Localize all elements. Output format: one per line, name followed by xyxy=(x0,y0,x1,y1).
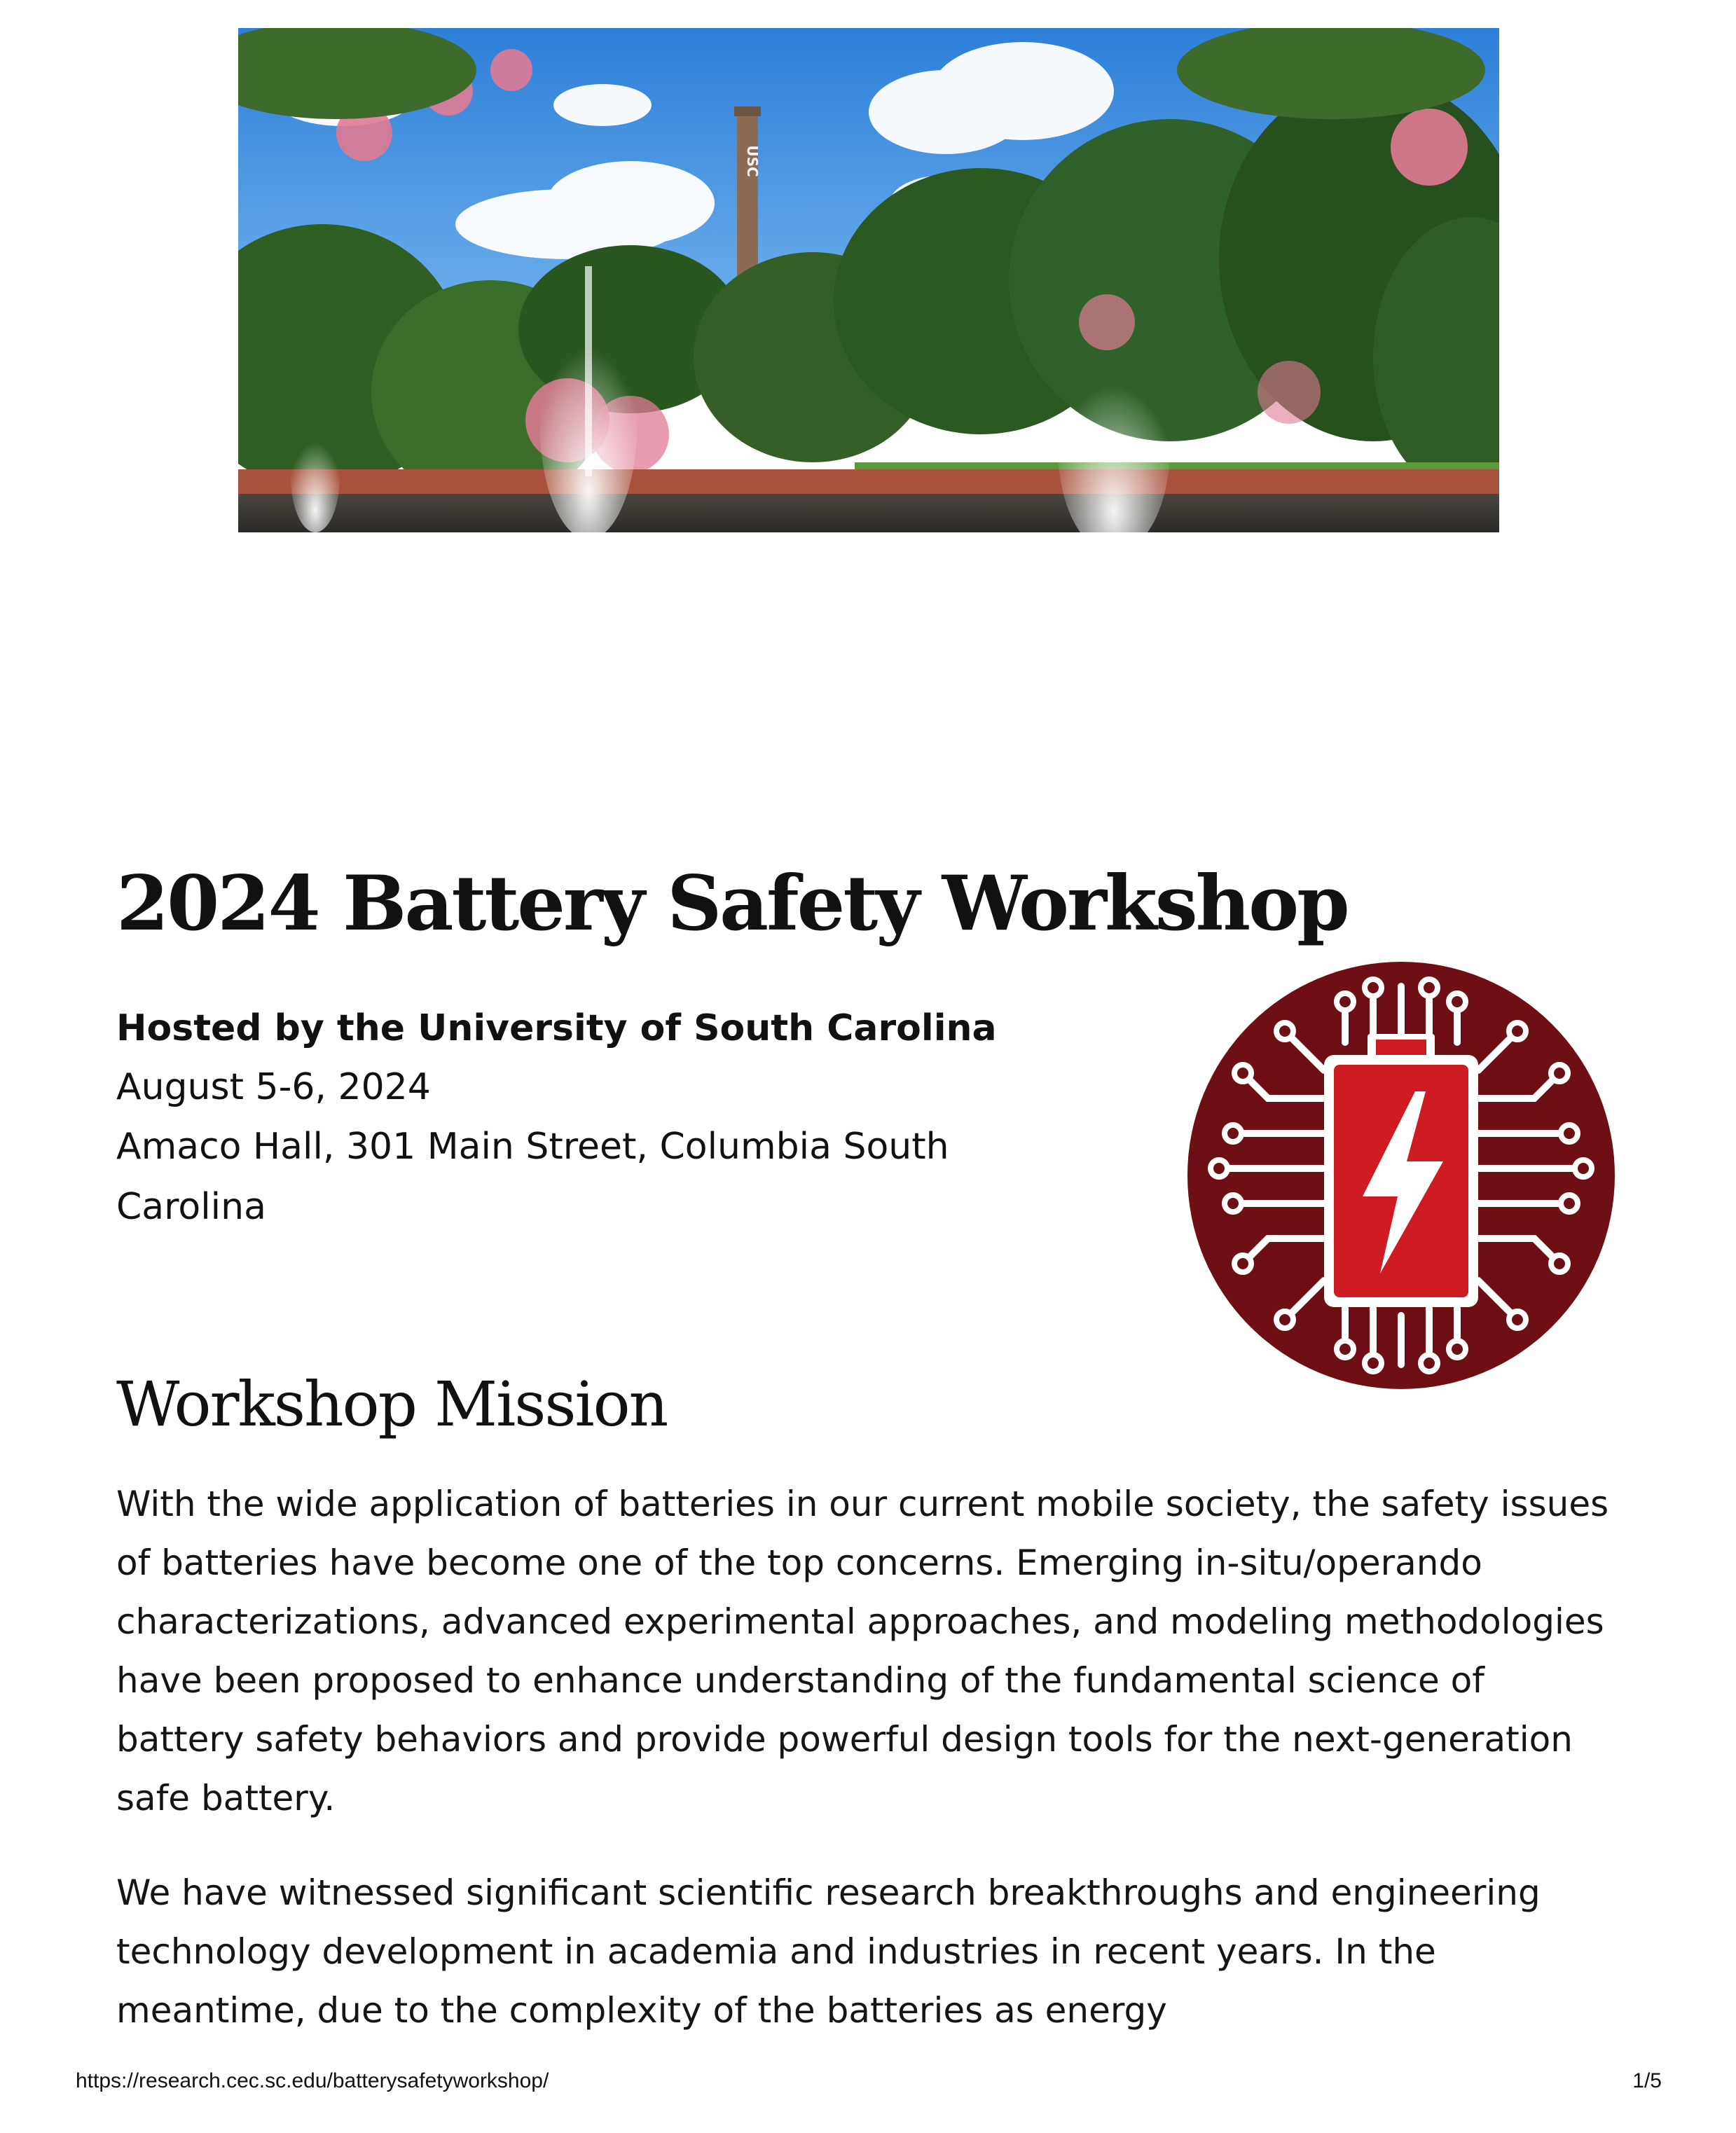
battery-safety-logo xyxy=(1184,958,1618,1393)
footer-page-number: 1/5 xyxy=(1632,2069,1662,2092)
brick-wall xyxy=(238,469,1499,497)
event-location: Amaco Hall, 301 Main Street, Columbia South Carolina xyxy=(116,1126,949,1228)
mission-paragraph: With the wide application of batteries in our current mobile society, the safety issues of batteries have become one of the top concerns. Emerging in-situ/operando characterizations, advanced experimental approaches, and modeling methodologies have been proposed to enhance understanding of the fundamental science of battery safety behaviors and provide powerful design tools for the next-generation safe battery. xyxy=(116,1484,1609,1818)
battery-lightning-circuit-icon xyxy=(1184,958,1618,1393)
smokestack-letters: USC xyxy=(744,145,761,177)
mission-paragraph: We have witnessed significant scientific research breakthroughs and engineering technology development in academia and industries in recent years. In the meantime, due to the complexity of the batteries as energy xyxy=(116,1872,1541,2031)
mission-heading: Workshop Mission xyxy=(116,1368,668,1440)
page-title: 2024 Battery Safety Workshop xyxy=(116,860,1348,948)
campus-banner-image xyxy=(238,28,1499,532)
event-date: August 5-6, 2024 xyxy=(116,1066,431,1108)
pond xyxy=(238,494,1499,532)
event-host: Hosted by the University of South Carolina xyxy=(116,1007,997,1049)
battery xyxy=(1324,1034,1478,1307)
footer-url: https://research.cec.sc.edu/batterysafetyworkshop/ xyxy=(76,2069,549,2092)
